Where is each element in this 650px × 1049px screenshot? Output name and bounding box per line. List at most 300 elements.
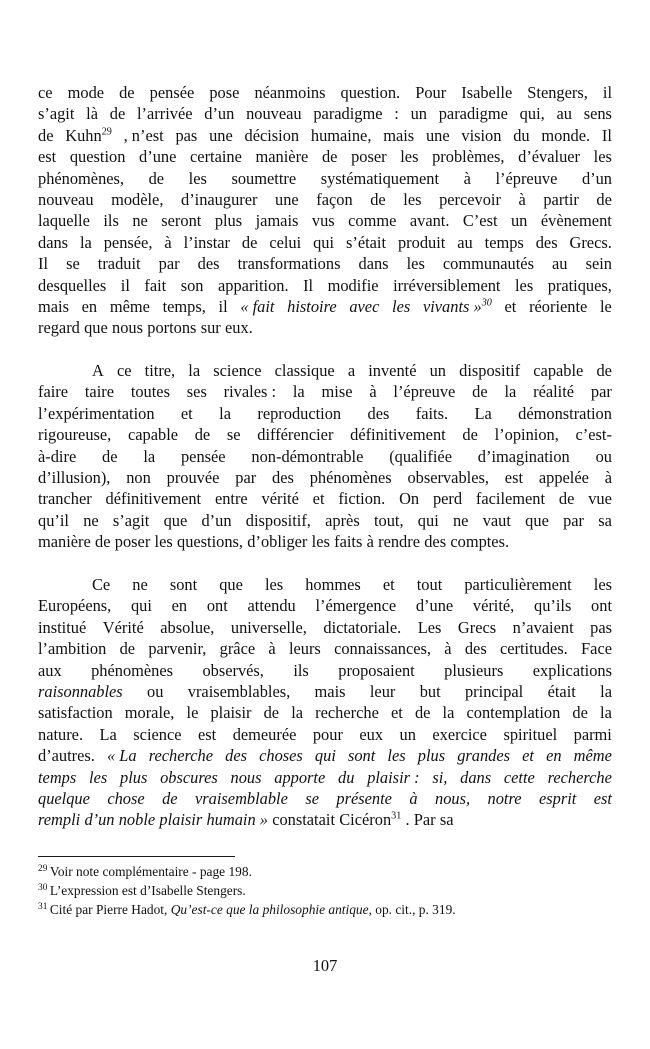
text-line (38, 82, 612, 103)
text-word: comptes. (450, 532, 510, 552)
text-word: spirituel (503, 724, 558, 744)
text-word: et (504, 296, 517, 316)
text-word: vision (461, 125, 502, 145)
text-word: explications (532, 660, 612, 680)
text-line (38, 510, 612, 531)
text-word: tout (416, 574, 443, 594)
text-word: poser (351, 147, 387, 167)
text-word: pas (175, 125, 198, 145)
text-word: paradigme (313, 104, 383, 124)
text-word: faits. (415, 403, 449, 423)
text-word: Grecs (457, 617, 497, 637)
text-word: sont (347, 746, 376, 766)
text-word: à (268, 639, 276, 659)
text-word: prouvée (166, 468, 220, 488)
text-word: Pour (415, 83, 447, 102)
text-word: le (600, 296, 612, 316)
text-word: la (143, 446, 156, 466)
footnote-item (38, 862, 612, 881)
text-word: traduit (97, 254, 141, 274)
text-word: les (514, 275, 534, 295)
text-word: là (86, 104, 99, 124)
text-word: appelée (538, 468, 589, 488)
text-word: des (272, 468, 294, 488)
text-word: à (463, 168, 471, 188)
text-word: plusieurs (444, 660, 504, 680)
text-line (38, 574, 612, 595)
text-word: de (241, 232, 258, 252)
text-word: en (546, 746, 562, 766)
text-line (38, 381, 612, 402)
text-word: et (312, 489, 325, 509)
text-word: vraisemblable (195, 788, 288, 808)
text-word: perd (432, 489, 463, 509)
text-word: un (410, 104, 427, 124)
text-word: problèmes, (432, 147, 505, 167)
text-word: de (119, 639, 136, 659)
footnote-reference[interactable]: 29 (101, 126, 112, 138)
text-word: Kuhn$^{29}$ (65, 125, 112, 145)
text-word: paradigme (438, 104, 508, 124)
text-word: plus (214, 211, 243, 231)
text-line (38, 638, 612, 659)
text-word: pratiques, (547, 275, 612, 295)
text-word: du (513, 125, 530, 145)
text-word: la (188, 361, 201, 381)
text-word: au (552, 254, 568, 274)
text-word: histoire (287, 296, 337, 316)
text-word: avec (349, 296, 380, 316)
text-line (38, 702, 612, 723)
text-word: dictatoriale. (323, 617, 402, 637)
text-word: esprit (538, 788, 577, 808)
text-word: à (369, 382, 377, 402)
text-word: se (226, 425, 241, 445)
text-word: question. (340, 83, 401, 102)
text-word: fait (144, 275, 167, 295)
text-word: sa (439, 810, 454, 830)
text-word: avant. (409, 211, 450, 231)
text-word: aux (38, 660, 62, 680)
text-word: les (311, 532, 330, 552)
footnote-marker[interactable]: 29 (38, 863, 48, 874)
text-word: d’un (581, 168, 612, 188)
text-word: de (148, 168, 165, 188)
text-word: les (188, 168, 207, 188)
text-word: de (109, 104, 126, 124)
text-word: percevoir (439, 189, 501, 209)
text-word: vérité, (472, 596, 515, 616)
text-word: d’un (84, 810, 115, 830)
text-word: même (109, 296, 150, 316)
text-word: poser (114, 532, 151, 552)
text-word: de (596, 361, 612, 381)
text-word: se (66, 254, 80, 274)
text-word: manière (38, 532, 91, 552)
text-word: absolue, (160, 617, 215, 637)
text-word: soumettre (231, 168, 297, 188)
text-word: de (370, 189, 386, 209)
text-word: l’épreuve (495, 168, 558, 188)
text-word: rendre (378, 532, 420, 552)
text-word: qu’il (38, 510, 69, 530)
text-word: les (392, 296, 411, 316)
text-word: définitivement (105, 489, 202, 509)
text-word: trancher (38, 489, 92, 509)
text-word: ne (132, 211, 148, 231)
text-word: sein (585, 254, 612, 274)
text-word: jamais (255, 211, 299, 231)
text-word: nous, (435, 788, 471, 808)
text-word: ils (103, 211, 119, 231)
footnote-separator-rule (38, 856, 235, 857)
text-word: laquelle (38, 211, 90, 231)
text-word: facilement (475, 489, 546, 509)
text-word: ou (595, 446, 612, 466)
paragraph (38, 360, 612, 553)
text-word: sa (598, 510, 612, 530)
text-word: apporte (274, 767, 326, 787)
text-word: les (264, 574, 284, 594)
text-word: grandes (457, 746, 511, 766)
text-word: nature. (38, 724, 84, 744)
text-word: tout, (373, 510, 404, 530)
text-word: faire (38, 382, 69, 402)
text-word: les (387, 746, 406, 766)
text-word: ont (591, 596, 612, 616)
text-word: leur (369, 681, 396, 701)
text-word: que (219, 574, 243, 594)
text-word: observables, (407, 468, 489, 488)
text-word: humain » (206, 810, 268, 830)
text-word: que (163, 510, 188, 530)
text-word: en (81, 296, 98, 316)
text-word: la (79, 232, 92, 252)
text-word: démonstration (518, 403, 612, 423)
text-word: C’est (462, 211, 498, 231)
text-word: d’un (201, 510, 232, 530)
text-word: s’agit (38, 104, 75, 124)
text-word: Vérité (102, 617, 144, 637)
text-word: celui (269, 232, 302, 252)
text-word: nouveau (38, 189, 94, 209)
text-word: à (164, 232, 172, 252)
text-word: pour (312, 724, 343, 744)
text-line (38, 253, 612, 274)
text-word: plaisir (210, 703, 252, 723)
footnote-text: Qu’est-ce que la philosophie antique (170, 902, 369, 918)
text-word: systématiquement (320, 168, 440, 188)
text-word: « fait (240, 296, 275, 316)
paragraph (38, 82, 612, 339)
text-word: Il (601, 125, 612, 145)
text-word: dispositif, (245, 510, 311, 530)
text-word: ne (83, 510, 99, 530)
text-line (38, 360, 612, 381)
text-word: est (38, 147, 57, 167)
text-word: même (573, 746, 612, 766)
text-word: s’agit (112, 510, 150, 530)
text-line (38, 745, 612, 766)
text-word: eux. (224, 318, 253, 338)
text-word: fiction. (338, 489, 386, 509)
text-word: comme (348, 211, 397, 231)
text-word: La (99, 724, 117, 744)
text-word: de (95, 532, 111, 552)
text-word: quelque (38, 788, 90, 808)
text-word: ses (186, 382, 207, 402)
text-word: exercice (432, 724, 487, 744)
text-line (38, 531, 612, 552)
text-word: l’opinion, (494, 425, 559, 445)
text-word: vus (311, 211, 335, 231)
text-word: mode (67, 83, 105, 102)
text-word: questions, (177, 532, 244, 552)
text-line (38, 125, 612, 146)
text-word: réalité (533, 382, 575, 402)
text-word: définitivement (350, 425, 446, 445)
text-word: l’émergence (315, 596, 397, 616)
text-word: à (444, 639, 452, 659)
text-word: un (510, 211, 528, 231)
text-word: nous (230, 767, 262, 787)
text-word: et (382, 574, 395, 594)
text-word: évènement (540, 211, 612, 231)
text-word: science (213, 361, 262, 381)
text-word: à (409, 788, 418, 808)
text-line (38, 317, 612, 338)
text-word: un (399, 724, 416, 744)
text-word: vaut (482, 510, 511, 530)
text-line (38, 210, 612, 231)
text-line (38, 595, 612, 616)
text-word: rivales : (223, 382, 277, 402)
text-word: la (291, 703, 304, 723)
text-word: cette (503, 767, 535, 787)
text-word: Face (581, 639, 612, 659)
text-word: . Par (405, 810, 436, 830)
text-line (38, 189, 612, 210)
text-word: la (442, 703, 455, 723)
text-word: d’inaugurer (181, 189, 258, 209)
text-word: se (305, 788, 319, 808)
text-word: nouveau (246, 104, 302, 124)
text-line (38, 724, 612, 745)
text-word: du (338, 767, 355, 787)
text-word: universelle, (230, 617, 307, 637)
text-word: plus (120, 767, 148, 787)
text-word: n’avaient (512, 617, 574, 637)
text-word: la (504, 382, 517, 402)
text-word: la (600, 703, 612, 723)
text-word: hommes (305, 574, 361, 594)
text-word: noble (118, 810, 156, 830)
text-word: Stengers, (527, 83, 588, 102)
text-word: la (600, 681, 612, 701)
text-word: qui (314, 746, 336, 766)
text-word: phénomènes (309, 468, 392, 488)
text-line (38, 146, 612, 167)
text-word: de (263, 703, 280, 723)
text-word: constatait (272, 810, 335, 830)
text-word: certitudes. (499, 639, 568, 659)
text-word: temps (38, 767, 77, 787)
text-word: , n’est (123, 125, 164, 145)
text-word: des (464, 639, 487, 659)
text-word: seront (161, 211, 202, 231)
text-word: monde. (541, 125, 591, 145)
text-word: rempli (38, 810, 81, 830)
text-word: dans (358, 254, 389, 274)
text-word: produit (397, 232, 446, 252)
text-word: pose (209, 83, 240, 102)
text-word: son (180, 275, 204, 295)
text-word: les (154, 532, 173, 552)
text-word: qui (417, 510, 439, 530)
text-word: ont (206, 596, 228, 616)
text-word: ce (116, 361, 132, 381)
text-word: vue (588, 489, 612, 509)
text-word: taire (84, 382, 114, 402)
text-word: Il (303, 275, 314, 295)
text-line (38, 467, 612, 488)
text-line (38, 788, 612, 809)
text-word: néanmoins (254, 83, 326, 102)
text-word: c’est- (575, 425, 612, 445)
text-word: plaisir (159, 810, 203, 830)
text-word: obscures (160, 767, 218, 787)
text-word: est (504, 468, 524, 488)
text-word: A (92, 361, 104, 381)
text-word: ne (132, 574, 148, 594)
text-word: mais (38, 296, 69, 316)
text-word: façon (316, 189, 353, 209)
text-line (38, 446, 612, 467)
text-word: de (462, 425, 478, 445)
text-word: de (472, 382, 488, 402)
text-word: à (366, 532, 374, 552)
text-word: vraisemblables, (187, 681, 291, 701)
text-word: science (133, 724, 182, 744)
text-word: s’était (345, 232, 387, 252)
text-word: La (474, 403, 492, 423)
text-word: grâce (219, 639, 256, 659)
text-word: un (429, 361, 446, 381)
text-word: notre (487, 788, 522, 808)
text-word: morale, (124, 703, 175, 723)
footnotes-block (38, 862, 612, 920)
footnote-reference[interactable]: 30 (481, 297, 492, 309)
text-line (38, 403, 612, 424)
text-word: par (235, 468, 257, 488)
text-word: réoriente (529, 296, 588, 316)
text-word: pensée (180, 446, 226, 466)
text-word: rigoureuse, (38, 425, 112, 445)
body-text-block (38, 82, 612, 831)
text-line (38, 168, 612, 189)
text-word: d’une (139, 147, 177, 167)
text-word: le (186, 703, 199, 723)
text-word: modèle, (111, 189, 164, 209)
text-word: mise (321, 382, 353, 402)
text-word: parvenir, (148, 639, 207, 659)
text-word: d’illusion), (38, 468, 111, 488)
text-word: au (457, 232, 473, 252)
text-word: parmi (573, 724, 612, 744)
text-word: capable (127, 425, 179, 445)
text-word: institué (38, 617, 87, 637)
text-word: « La (107, 746, 137, 766)
text-word: qui (313, 232, 335, 252)
text-word: transformations (237, 254, 341, 274)
footnote-marker[interactable]: 31 (38, 901, 48, 912)
text-word: On (399, 489, 420, 509)
text-word: portons (147, 318, 197, 338)
footnote-reference[interactable]: 31 (391, 810, 402, 822)
text-line (38, 103, 612, 124)
text-word: qui, (519, 104, 545, 124)
text-word: plaisir : (367, 767, 420, 787)
footnote-text: L’expression est d’Isabelle Stengers. (49, 883, 246, 899)
text-word: partir (543, 189, 579, 209)
text-word: de (194, 425, 211, 445)
text-word: dispositif (459, 361, 521, 381)
text-word: les (593, 147, 612, 167)
text-word: mais (383, 125, 415, 145)
text-word: une (425, 125, 450, 145)
text-word: les (89, 767, 108, 787)
text-word: recherche (547, 767, 612, 787)
text-word: de (119, 83, 135, 102)
text-word: demeurée (232, 724, 297, 744)
text-line (38, 296, 612, 317)
text-word: but (419, 681, 441, 701)
text-word: sens (583, 104, 612, 124)
text-word: eux (359, 724, 384, 744)
text-word: toutes (130, 382, 170, 402)
text-word: d’un (204, 104, 235, 124)
text-word: certaine (190, 147, 242, 167)
text-word: entre (214, 489, 248, 509)
text-word: l’arrivée (137, 104, 193, 124)
text-word: présente (336, 788, 392, 808)
text-word: dans (460, 767, 492, 787)
text-line (38, 232, 612, 253)
text-word: manière (255, 147, 309, 167)
text-line (38, 617, 612, 638)
text-word: était (547, 681, 576, 701)
text-word: à-dire (38, 446, 77, 466)
text-word: au (556, 104, 572, 124)
text-word: et (390, 703, 403, 723)
text-word: nous (112, 318, 143, 338)
text-word: à (604, 468, 612, 488)
text-word: titre, (144, 361, 176, 381)
text-word: d’imagination (477, 446, 570, 466)
text-word: vérité (261, 489, 299, 509)
text-word: que (84, 318, 108, 338)
text-word: reproduction (257, 403, 342, 423)
footnote-marker[interactable]: 30 (38, 882, 48, 893)
text-word: particulièrement (464, 574, 572, 594)
text-word: desquelles (38, 275, 107, 295)
text-word: phénomènes (91, 660, 174, 680)
text-word: regard (38, 318, 80, 338)
text-word: d’autres. (38, 746, 95, 766)
text-word: de (321, 147, 338, 167)
text-word: observés, (202, 660, 264, 680)
text-word: d’évaluer (518, 147, 581, 167)
